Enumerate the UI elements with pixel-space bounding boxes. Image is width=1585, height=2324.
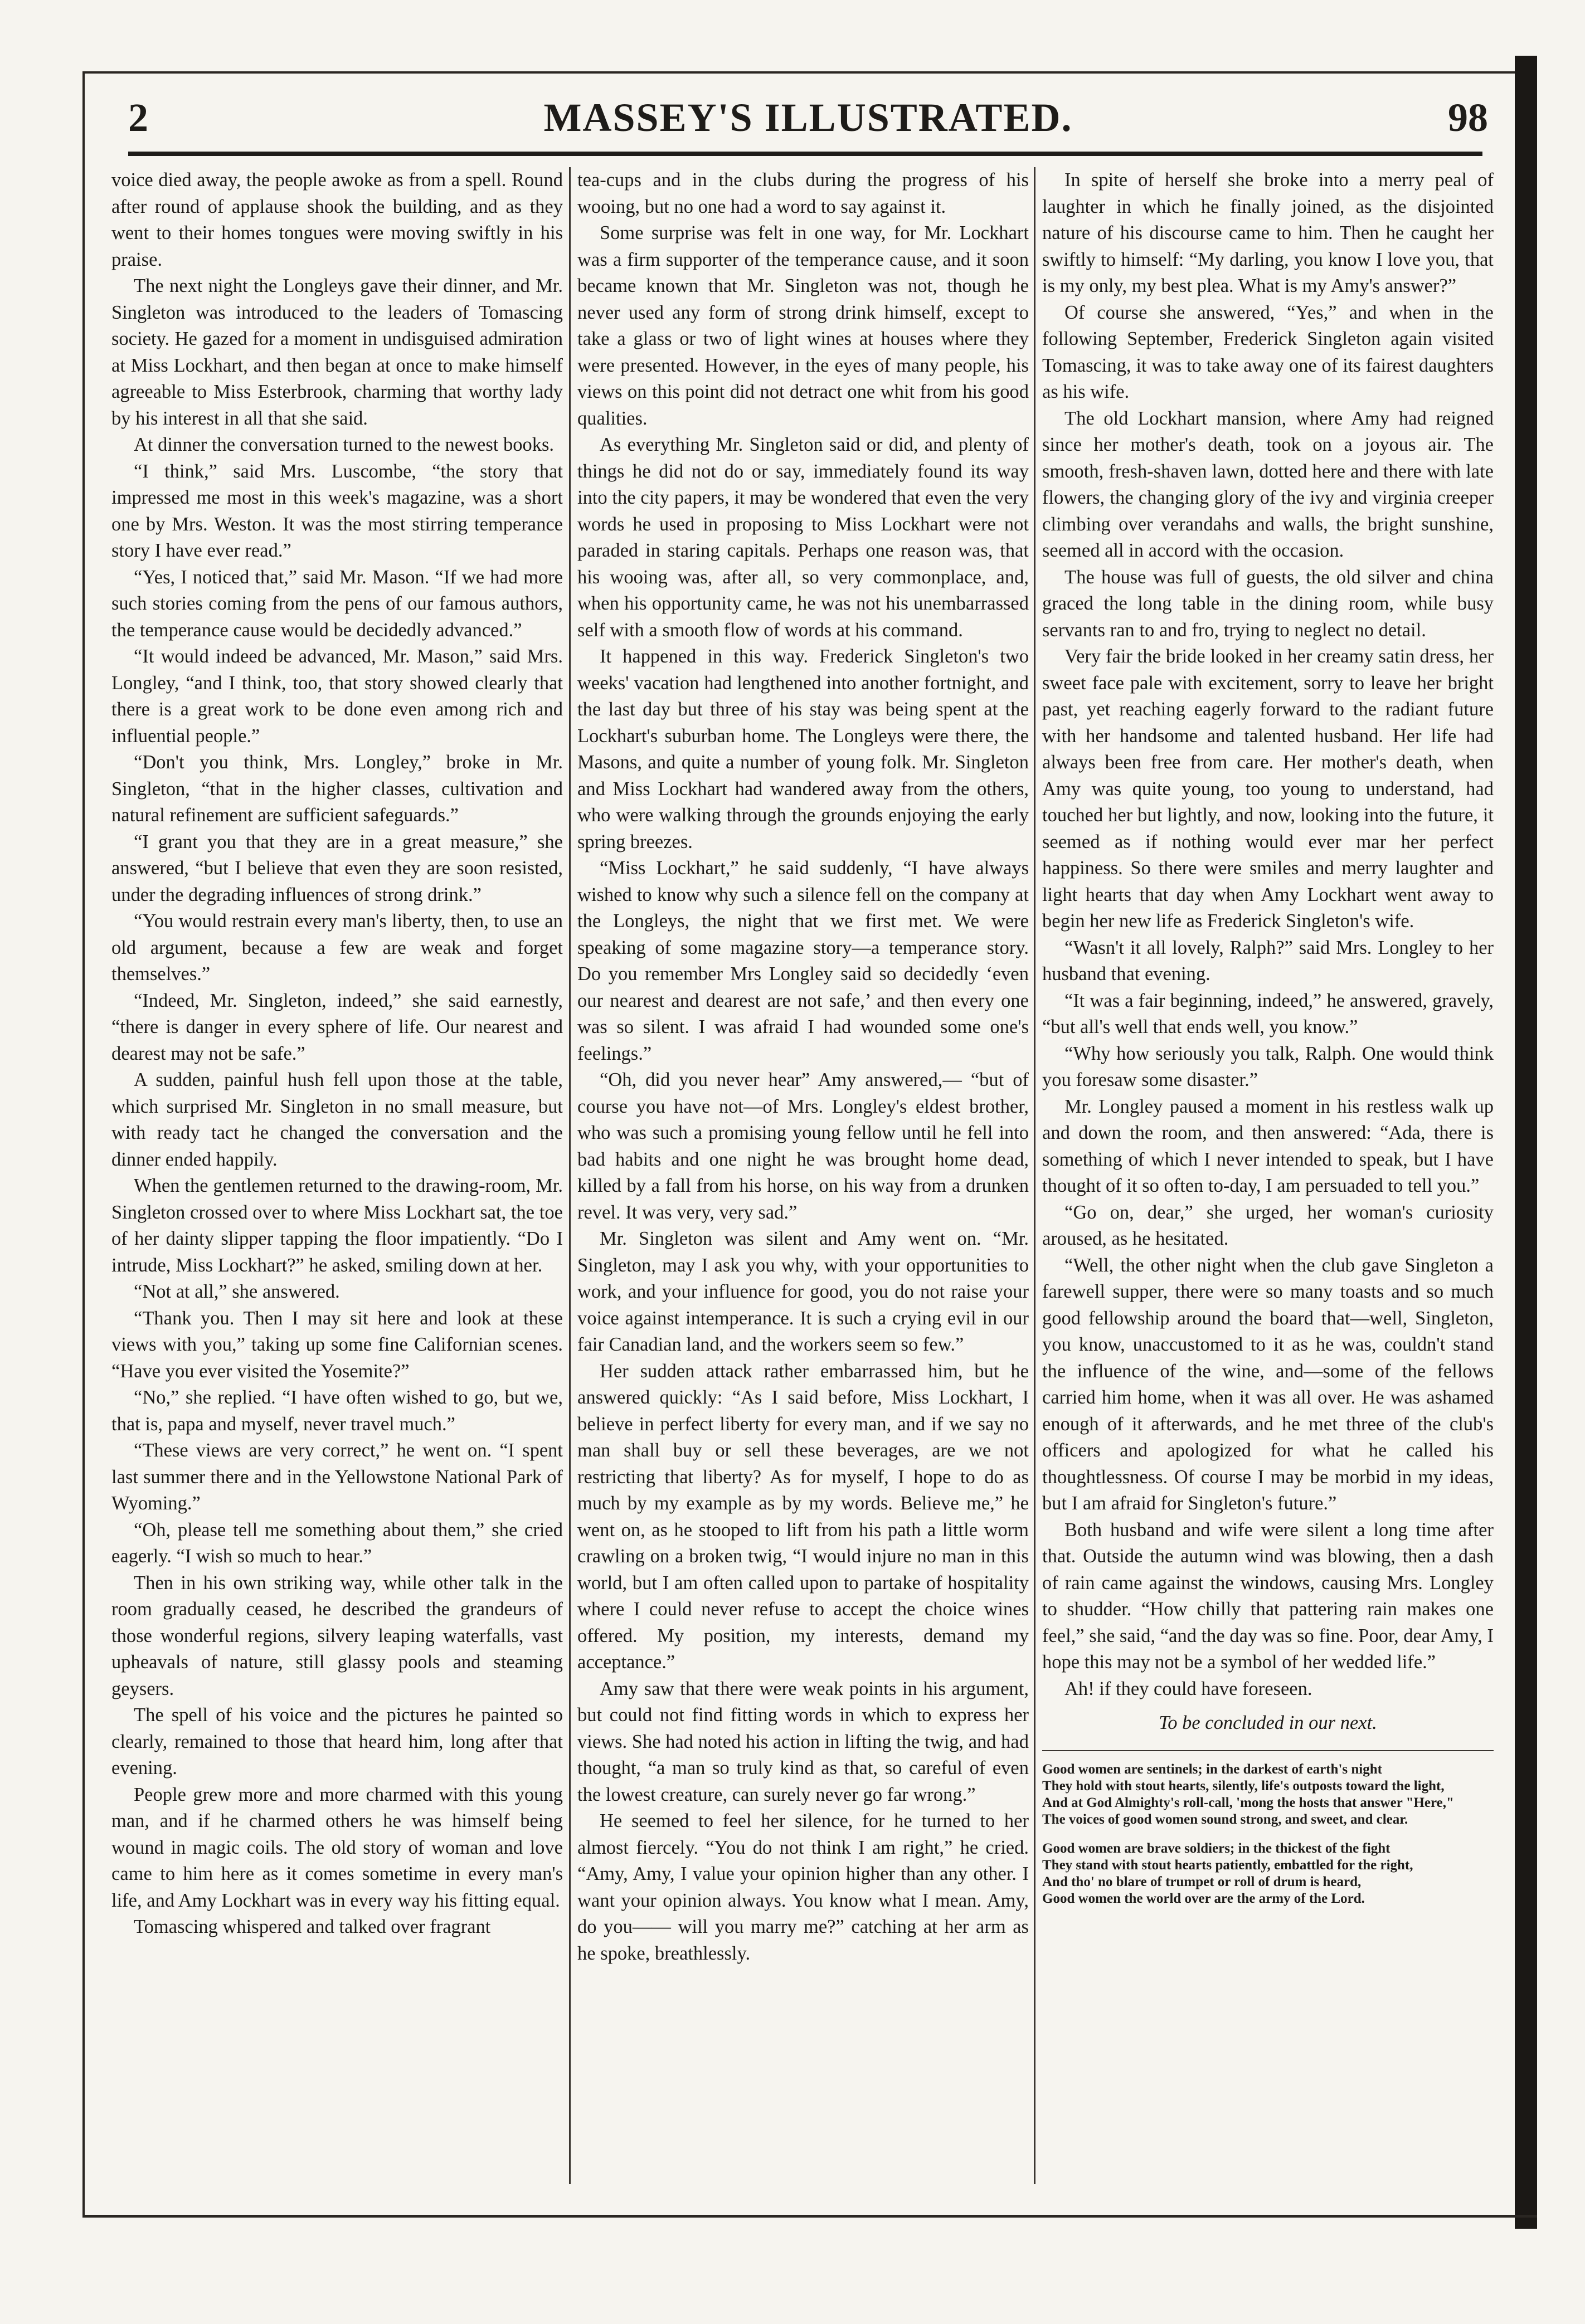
paragraph: Ah! if they could have foreseen. xyxy=(1064,1678,1312,1699)
paragraph: The house was full of guests, the old silver and china graced the long table in the dining room, while busy servants ran to and fro, trying to neglect no detail. xyxy=(1042,566,1494,641)
column-3 xyxy=(1042,167,1494,1907)
paragraph: “Go on, dear,” she urged, her woman's curiosity aroused, as he hesitated. xyxy=(1042,1201,1494,1249)
poem-line: The voices of good women sound strong, and sweet, and clear. xyxy=(1042,1811,1408,1827)
paragraph: Mr. Singleton was silent and Amy went on. “Mr. Singleton, may I ask you why, with your opportunities to work, and your influence for good, you do not raise your voice against intemperance. It is such a crying evil in our fair Canadian land, and the workers seem so few.” xyxy=(577,1228,1029,1355)
paragraph: People grew more and more charmed with this young man, and if he charmed others he was himself being wound in magic coils. The old story of woman and love came to him here as it comes sometime in every man's life, and Amy Lockhart was in every way his fitting equal. xyxy=(111,1784,563,1911)
to-be-continued-note: To be concluded in our next. xyxy=(1159,1712,1377,1733)
paragraph: The old Lockhart mansion, where Amy had reigned since her mother's death, took on a joyous air. The smooth, fresh-shaven lawn, dotted here and there with late flowers, the changing glory of the ivy and virginia creeper climbing over verandahs and walls, the bright sunshine, seemed all in accord with the occasion. xyxy=(1042,407,1494,561)
paragraph: “Wasn't it all lovely, Ralph?” said Mrs. Longley to her husband that evening. xyxy=(1042,937,1494,985)
header-rule xyxy=(128,152,1482,156)
paragraph: Very fair the bride looked in her creamy satin dress, her sweet face pale with excitement, sorry to leave her bright past, yet reaching eagerly forward to the radiant future with her handsome and talented husband. Her life had always been free from care. Her mother's death, when Amy was quite young, too young to understand, had touched her but lightly, and now, looking into the future, it seemed as if nothing would ever mar her perfect happiness. So there were smiles and merry laughter and light hearts that day when Amy Lockhart went away to begin her new life as Frederick Singleton's wife. xyxy=(1042,646,1494,932)
paragraph: “No,” she replied. “I have often wished to go, but we, that is, papa and myself, never travel much.” xyxy=(111,1387,563,1435)
paragraph: The spell of his voice and the pictures he painted so clearly, remained to those that heard him, long after that evening. xyxy=(111,1704,563,1779)
paragraph: “Oh, please tell me something about them,” she cried eagerly. “I wish so much to hear.” xyxy=(111,1519,563,1567)
paragraph: voice died away, the people awoke as from a spell. Round after round of applause shook the building, and as they went to their homes tongues were moving swiftly in his praise. xyxy=(111,169,563,270)
page-number: 2 xyxy=(128,95,148,140)
page-border-bottom xyxy=(82,2215,1537,2218)
poem-line: And at God Almighty's roll-call, 'mong the hosts that answer "Here," xyxy=(1042,1795,1454,1810)
stanza-gap xyxy=(1042,1828,1494,1840)
poem-line: They hold with stout hearts, silently, life's outposts toward the light, xyxy=(1042,1778,1445,1794)
page-border-top xyxy=(82,71,1520,74)
column-rule xyxy=(569,167,571,2184)
paragraph: “I grant you that they are in a great measure,” she answered, “but I believe that even they are soon resisted, under the degrading influences of strong drink.” xyxy=(111,831,563,905)
paragraph: “I think,” said Mrs. Luscombe, “the story that impressed me most in this week's magazine, was a short one by Mrs. Weston. It was the most stirring temperance story I have ever read.” xyxy=(111,460,563,561)
poem xyxy=(1042,1761,1494,1907)
paragraph: “Thank you. Then I may sit here and look at these views with you,” taking up some fine Californian scenes. “Have you ever visited the Yosemite?” xyxy=(111,1307,563,1382)
paragraph: Then in his own striking way, while other talk in the room gradually ceased, he described the grandeurs of those wonderful regions, silvery leaping waterfalls, vast upheavals of nature, still glassy pools and steaming geysers. xyxy=(111,1572,563,1699)
paragraph: Amy saw that there were weak points in his argument, but could not find fitting words in which to express her views. She had noted his action in lifting the twig, and had thought, “a man so truly kind as that, so careful of even the lowest creature, can surely never go far wrong.” xyxy=(577,1678,1029,1805)
column-1 xyxy=(111,167,563,1941)
paragraph: “Why how seriously you talk, Ralph. One would think you foresaw some disaster.” xyxy=(1042,1042,1494,1090)
poem-line: And tho' no blare of trumpet or roll of drum is heard, xyxy=(1042,1874,1362,1889)
paragraph: Mr. Longley paused a moment in his restless walk up and down the room, and then answered: “Ada, there is something of which I never intended to speak, but I have thought of it so often to-day, I am persuaded to tell you.” xyxy=(1042,1095,1494,1196)
poem-line: Good women are sentinels; in the darkest of earth's night xyxy=(1042,1761,1382,1777)
paragraph: The next night the Longleys gave their dinner, and Mr. Singleton was introduced to the leaders of Tomascing society. He gazed for a moment in undisguised admiration at Miss Lockhart, and then began at once to make himself agreeable to Miss Esterbrook, charming that worthy lady by his interest in all that she said. xyxy=(111,275,563,429)
paragraph: “Yes, I noticed that,” said Mr. Mason. “If we had more such stories coming from the pens of our famous authors, the temperance cause would be decidedly advanced.” xyxy=(111,566,563,641)
paragraph: “Indeed, Mr. Singleton, indeed,” she said earnestly, “there is danger in every sphere of life. Our nearest and dearest may not be safe.” xyxy=(111,990,563,1064)
paragraph: “These views are very correct,” he went on. “I spent last summer there and in the Yellowstone National Park of Wyoming.” xyxy=(111,1440,563,1514)
paragraph: In spite of herself she broke into a merry peal of laughter in which he finally joined, as the disjointed nature of his discourse came to him. Then he caught her swiftly to himself: “My darling, you know I love you, that is my only, my best plea. What is my Amy's answer?” xyxy=(1042,169,1494,296)
paragraph: It happened in this way. Frederick Singleton's two weeks' vacation had lengthened into another fortnight, and the last day but three of his stay was being spent at the Lockhart's suburban home. The Longleys were there, the Masons, and quite a number of young folk. Mr. Singleton and Miss Lockhart had wandered away from the others, who were walking through the grounds enjoying the early spring breezes. xyxy=(577,646,1029,852)
paragraph: “Well, the other night when the club gave Singleton a farewell supper, there were so many toasts and so much good fellowship around the board that—well, Singleton, you know, unaccustomed to it as he was, couldn't stand the influence of the wine, and—some of the fellows carried him home, when it was all over. He was ashamed enough of it afterwards, and he met three of the club's officers and apologized for what he called his thoughtlessness. Of course I may be morbid in my ideas, but I am afraid for Singleton's future.” xyxy=(1042,1254,1494,1514)
paragraph: “Don't you think, Mrs. Longley,” broke in Mr. Singleton, “that in the higher classes, cultivation and natural refinement are sufficient safeguards.” xyxy=(111,752,563,826)
page-border-left xyxy=(82,71,85,2216)
paragraph: Tomascing whispered and talked over fragrant xyxy=(134,1916,491,1937)
paragraph: At dinner the conversation turned to the newest books. xyxy=(134,434,555,455)
running-header xyxy=(128,89,1488,156)
paragraph: Her sudden attack rather embarrassed him, but he answered quickly: “As I said before, Miss Lockhart, I believe in perfect liberty for every man, and if we say no man shall buy or sell these beverages, are we not restricting that liberty? As for myself, I hope to do as much by my example as by my words. Believe me,” he went on, as he stooped to lift from his path a little worm crawling on a broken twig, “I would injure no man in this world, but I am often called upon to partake of hospitality where I could never refuse to accept the choice wines offered. My position, my interests, demand my acceptance.” xyxy=(577,1360,1029,1673)
paragraph: tea-cups and in the clubs during the progress of his wooing, but no one had a word to say against it. xyxy=(577,169,1029,217)
paragraph: “Not at all,” she answered. xyxy=(134,1281,340,1302)
poem-line: Good women are brave soldiers; in the thickest of the fight xyxy=(1042,1840,1390,1856)
column-2 xyxy=(577,167,1029,1967)
column-rule xyxy=(1034,167,1035,2184)
paragraph: “It would indeed be advanced, Mr. Mason,” said Mrs. Longley, “and I think, too, that story showed clearly that there is a great work to be done even among rich and influential people.” xyxy=(111,646,563,747)
paragraph: He seemed to feel her silence, for he turned to her almost fiercely. “You do not think I am right,” he cried. “Amy, Amy, I value your opinion higher than any other. I want your opinion always. You know what I mean. Amy, do you—— will you marry me?” catching at her arm as he spoke, breathlessly. xyxy=(577,1810,1029,1964)
paragraph: When the gentlemen returned to the drawing-room, Mr. Singleton crossed over to where Miss Lockhart sat, the toe of her dainty slipper tapping the floor impatiently. “Do I intrude, Miss Lockhart?” he asked, smiling down at her. xyxy=(111,1175,563,1276)
paragraph: “It was a fair beginning, indeed,” he answered, gravely, “but all's well that ends well, you know.” xyxy=(1042,990,1494,1037)
paragraph: “Oh, did you never hear” Amy answered,— “but of course you have not—of Mrs. Longley's eldest brother, who was such a promising young fellow until he fell into bad habits and one night he was brought home dead, killed by a fall from his horse, on his way from a drunken revel. It was very, very sad.” xyxy=(577,1069,1029,1223)
poem-line: They stand with stout hearts patiently, embattled for the right, xyxy=(1042,1857,1413,1873)
paragraph: Some surprise was felt in one way, for Mr. Lockhart was a firm supporter of the temperance cause, and it soon became known that Mr. Singleton was not, though he never used any form of strong drink himself, except to take a glass or two of light wines at houses where they were presented. However, in the eyes of many people, his views on this point did not detract one whit from his good qualities. xyxy=(577,222,1029,429)
poem-divider xyxy=(1042,1750,1494,1751)
paragraph: A sudden, painful hush fell upon those at the table, which surprised Mr. Singleton in no small measure, but with ready tact he changed the conversation and the dinner ended happily. xyxy=(111,1069,563,1170)
publication-title: MASSEY'S ILLUSTRATED. xyxy=(543,95,1073,140)
issue-number: 98 xyxy=(1448,95,1488,140)
poem-line: Good women the world over are the army of the Lord. xyxy=(1042,1891,1365,1906)
paragraph: “Miss Lockhart,” he said suddenly, “I have always wished to know why such a silence fell on the company at the Longleys, the night that we first met. We were speaking of some magazine story—a temperance story. Do you remember Mrs Longley said so decidedly ‘even our nearest and dearest are not safe,’ and then every one was so silent. I was afraid I had wounded some one's feelings.” xyxy=(577,858,1029,1064)
paragraph: Both husband and wife were silent a long time after that. Outside the autumn wind was blowing, then a dash of rain came against the windows, causing Mrs. Longley to shudder. “How chilly that pattering rain makes one feel,” she said, “and the day was so fine. Poor, dear Amy, I hope this may not be a symbol of her wedded life.” xyxy=(1042,1519,1494,1673)
page-border-right xyxy=(1515,56,1537,2229)
paragraph: Of course she answered, “Yes,” and when in the following September, Frederick Singleton again visited Tomascing, it was to take away one of its fairest daughters as his wife. xyxy=(1042,301,1494,402)
paragraph: As everything Mr. Singleton said or did, and plenty of things he did not do or say, immediately found its way into the city papers, it may be wondered that even the very words he used in proposing to Miss Lockhart were not paraded in staring capitals. Perhaps one reason was, that his wooing was, after all, so very commonplace, and, when his opportunity came, he was not his unembarrassed self with a smooth flow of words at his command. xyxy=(577,434,1029,641)
paragraph: “You would restrain every man's liberty, then, to use an old argument, because a few are weak and forget themselves.” xyxy=(111,910,563,985)
